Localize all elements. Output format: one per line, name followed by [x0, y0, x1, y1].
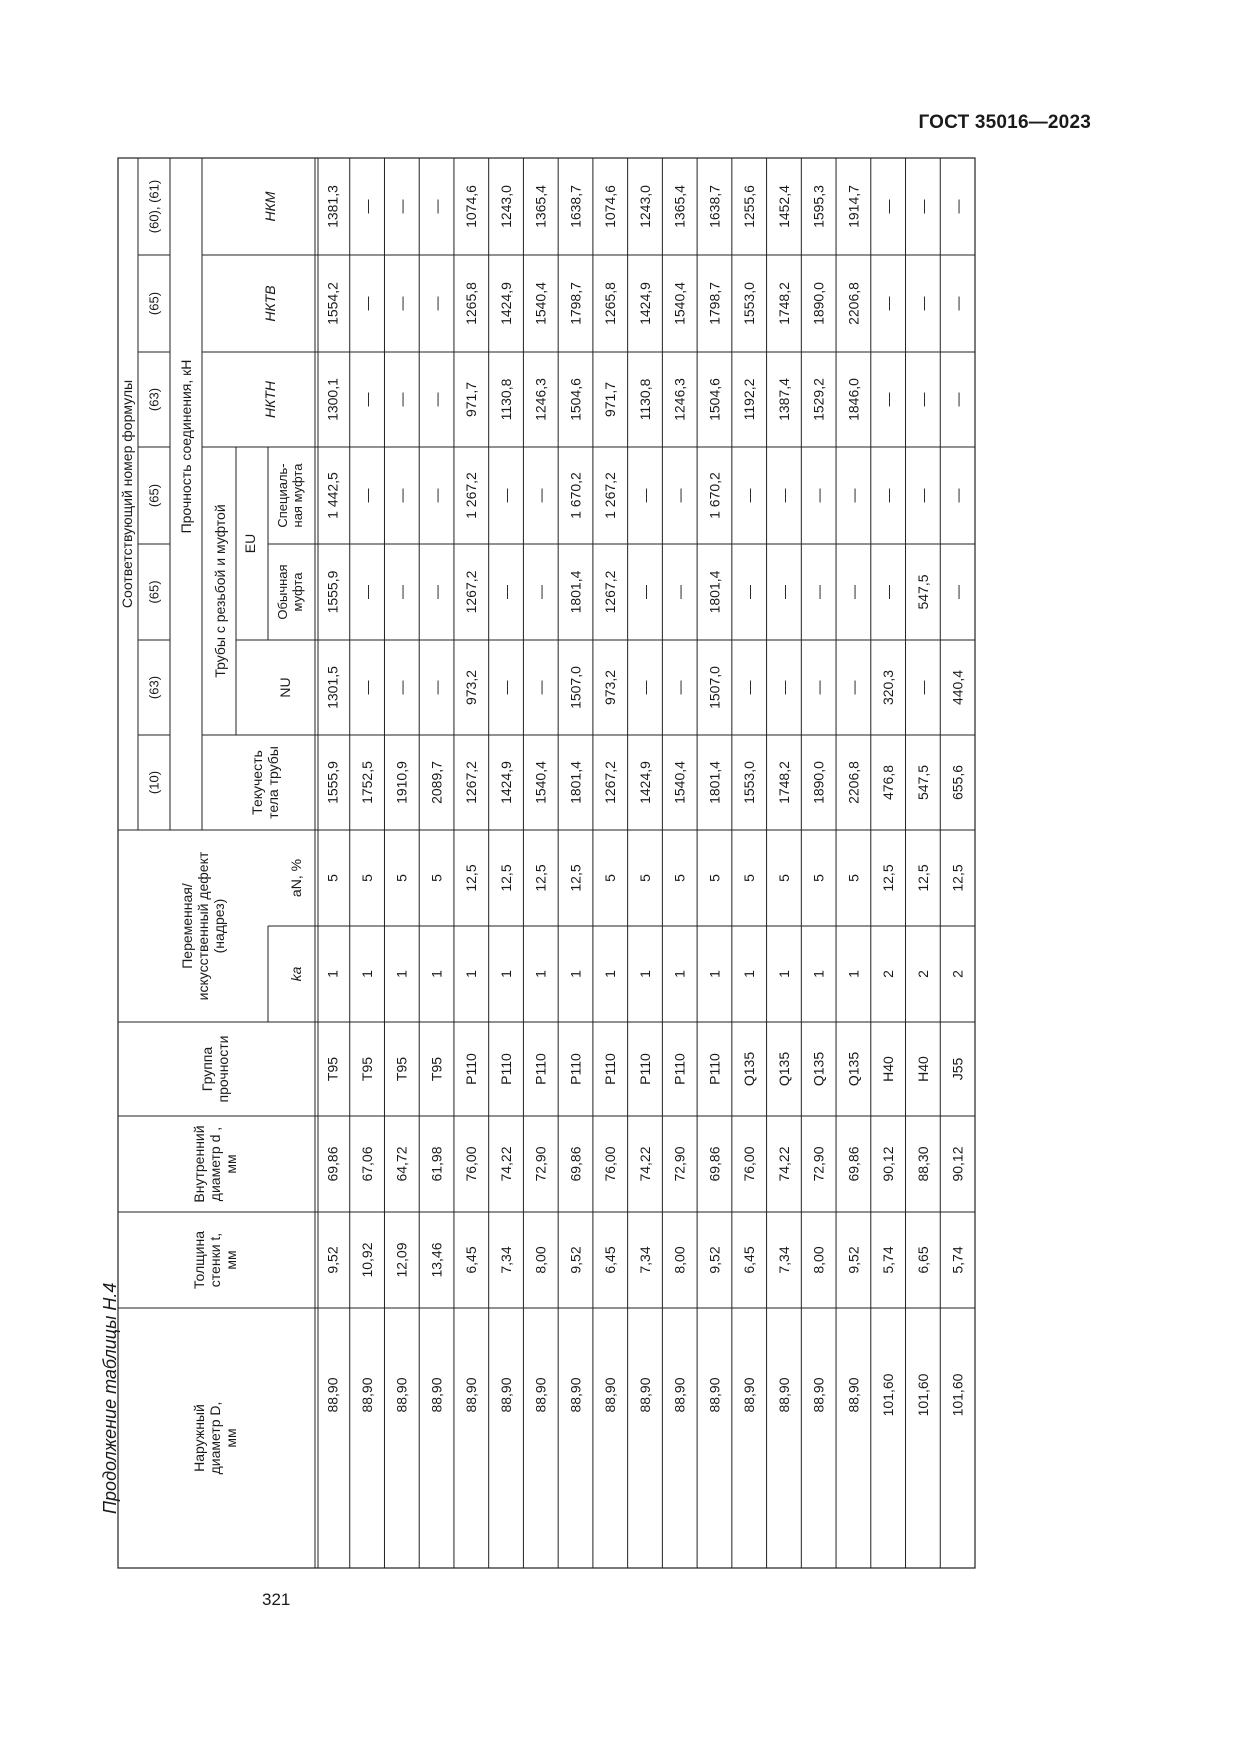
- table-cell: —: [428, 585, 445, 599]
- table-cell: 74,22: [497, 1146, 514, 1182]
- document-code: ГОСТ 35016—2023: [918, 112, 1091, 133]
- table-cell: 1507,0: [567, 666, 584, 709]
- table-cell: 1: [324, 970, 341, 978]
- ka-header: ka: [287, 966, 304, 982]
- table-cell: —: [636, 680, 653, 695]
- table-cell: —: [636, 488, 653, 503]
- table-cell: 547,5: [914, 574, 931, 610]
- table-cell: 90,12: [880, 1146, 897, 1182]
- table-cell: 1: [602, 970, 619, 978]
- table-cell: 5: [775, 874, 792, 882]
- table-cell: 971,7: [463, 381, 480, 418]
- table-cell: 1: [428, 970, 445, 978]
- table-cell: 101,60: [880, 1373, 897, 1417]
- table-cell: 1595,3: [810, 185, 827, 228]
- table-cell: P110: [567, 1053, 584, 1085]
- table-cell: 1243,0: [636, 185, 653, 228]
- inner-diameter-header: диаметр d ,: [206, 1126, 223, 1202]
- table-cell: 69,86: [567, 1146, 584, 1182]
- table-cell: 1540,4: [671, 761, 688, 804]
- table-cell: —: [428, 199, 445, 214]
- nktv-header: НКТВ: [261, 285, 278, 322]
- table-cell: 1553,0: [741, 282, 758, 325]
- table-cell: 320,3: [880, 669, 897, 706]
- table-cell: 1255,6: [741, 185, 758, 228]
- table-cell: 1365,4: [671, 185, 688, 228]
- table-cell: 2: [914, 970, 931, 978]
- table-cell: 9,52: [324, 1246, 341, 1274]
- table-cell: 9,52: [845, 1246, 862, 1274]
- table-cell: —: [359, 392, 376, 407]
- table-cell: —: [914, 296, 931, 311]
- table-cell: 88,30: [914, 1146, 931, 1182]
- table-cell: 1424,9: [497, 282, 514, 325]
- table-cell: 1 267,2: [602, 472, 619, 519]
- table-cell: T95: [393, 1056, 410, 1082]
- table-cell: 12,09: [393, 1242, 410, 1278]
- table-cell: 76,00: [741, 1146, 758, 1182]
- table-cell: 440,4: [949, 669, 966, 706]
- formula-ref: (10): [146, 770, 162, 795]
- table-cell: 1555,9: [324, 570, 341, 614]
- table-cell: 5: [741, 874, 758, 882]
- table-cell: —: [810, 680, 827, 695]
- formula-ref: (65): [146, 483, 162, 508]
- table-cell: 1192,2: [741, 378, 758, 421]
- table-cell: Q135: [775, 1051, 792, 1087]
- table-cell: 1910,9: [393, 761, 410, 804]
- table-cell: H40: [914, 1056, 931, 1082]
- table-cell: P110: [497, 1053, 514, 1085]
- table-cell: 5,74: [880, 1246, 897, 1274]
- table-caption: Продолжение таблицы Н.4: [100, 1282, 120, 1514]
- table-cell: 1801,4: [706, 761, 723, 804]
- table-cell: 5: [671, 874, 688, 882]
- defect-header: Переменная/: [178, 883, 195, 969]
- table-cell: 12,5: [567, 864, 584, 892]
- table-cell: 2089,7: [428, 761, 445, 804]
- table-cell: 1: [567, 970, 584, 978]
- table-cell: 971,7: [602, 381, 619, 418]
- table-cell: 1507,0: [706, 666, 723, 709]
- table-cell: 1529,2: [810, 378, 827, 421]
- regular-coupling-header: Обычная: [275, 564, 291, 620]
- table-cell: 5: [393, 874, 410, 882]
- table-cell: 1: [810, 970, 827, 978]
- table-cell: 1504,6: [706, 378, 723, 421]
- table-cell: 88,90: [359, 1377, 376, 1413]
- formula-ref: (63): [146, 675, 162, 700]
- table-cell: 1798,7: [567, 282, 584, 325]
- table-cell: 90,12: [949, 1146, 966, 1182]
- table-cell: —: [949, 296, 966, 311]
- table-cell: —: [810, 585, 827, 599]
- table-cell: 1265,8: [463, 282, 480, 325]
- table-cell: —: [880, 392, 897, 407]
- table-cell: 1365,4: [532, 185, 549, 228]
- table-cell: 2206,8: [845, 282, 862, 325]
- table-cell: —: [914, 488, 931, 503]
- table-cell: —: [671, 488, 688, 503]
- table-cell: —: [845, 585, 862, 599]
- wall-thickness-header: мм: [223, 1250, 239, 1270]
- table-cell: 1 670,2: [706, 472, 723, 519]
- table-cell: —: [532, 488, 549, 503]
- table-cell: 1130,8: [497, 378, 514, 421]
- table-cell: —: [880, 199, 897, 214]
- table-cell: 74,22: [636, 1146, 653, 1182]
- table-cell: 88,90: [845, 1377, 862, 1413]
- table-cell: 1381,3: [324, 185, 341, 228]
- table-cell: —: [845, 680, 862, 695]
- table-cell: —: [845, 488, 862, 503]
- table-cell: P110: [463, 1053, 480, 1085]
- table-cell: 88,90: [636, 1377, 653, 1413]
- table-cell: 64,72: [393, 1146, 410, 1182]
- table-cell: 88,90: [324, 1377, 341, 1413]
- table-cell: —: [359, 680, 376, 695]
- table-cell: 88,90: [602, 1377, 619, 1413]
- table-cell: 69,86: [706, 1146, 723, 1182]
- table-cell: —: [741, 585, 758, 599]
- table-cell: —: [393, 199, 410, 214]
- table-cell: —: [880, 585, 897, 599]
- table-cell: 67,06: [359, 1146, 376, 1182]
- table-cell: 1: [741, 970, 758, 978]
- table-cell: —: [532, 680, 549, 695]
- table-cell: 1267,2: [602, 570, 619, 614]
- table-cell: 1638,7: [567, 185, 584, 228]
- table-cell: 1265,8: [602, 282, 619, 325]
- table-cell: 61,98: [428, 1146, 445, 1182]
- table-cell: 547,5: [914, 764, 931, 801]
- table-cell: 1553,0: [741, 761, 758, 804]
- table-cell: 1555,9: [324, 761, 341, 804]
- table-cell: 1074,6: [463, 185, 480, 228]
- table-cell: 1801,4: [706, 570, 723, 614]
- table-cell: —: [428, 680, 445, 695]
- table-cell: 1798,7: [706, 282, 723, 325]
- table-cell: —: [532, 585, 549, 599]
- defect-header: искусственный дефект: [194, 851, 211, 1001]
- table-cell: 7,34: [636, 1246, 653, 1274]
- table-cell: —: [914, 199, 931, 214]
- wall-thickness-header: Толщина: [190, 1231, 207, 1289]
- table-cell: 1: [532, 970, 549, 978]
- table-cell: 88,90: [428, 1377, 445, 1413]
- table-cell: 5,74: [949, 1246, 966, 1274]
- table-cell: —: [428, 296, 445, 311]
- table-cell: 1267,2: [602, 761, 619, 804]
- table-cell: 72,90: [671, 1146, 688, 1182]
- table-cell: 6,45: [463, 1246, 480, 1274]
- table-cell: H40: [880, 1056, 897, 1082]
- table-cell: —: [741, 680, 758, 695]
- table-cell: 5: [602, 874, 619, 882]
- table-cell: 973,2: [463, 669, 480, 706]
- formula-ref: (65): [146, 291, 162, 316]
- table-cell: 12,5: [497, 864, 514, 892]
- table-cell: —: [741, 488, 758, 503]
- table-cell: 7,34: [775, 1246, 792, 1274]
- table-cell: —: [775, 488, 792, 503]
- table-cell: —: [671, 680, 688, 695]
- table-cell: 72,90: [532, 1146, 549, 1182]
- table-cell: 9,52: [706, 1246, 723, 1274]
- table-cell: 1638,7: [706, 185, 723, 228]
- table-cell: 2: [880, 970, 897, 978]
- outer-diameter-header: диаметр D,: [206, 1401, 223, 1475]
- nkm-header: НКМ: [261, 191, 278, 222]
- table-cell: —: [393, 296, 410, 311]
- table-cell: 1801,4: [567, 570, 584, 614]
- nu-header: NU: [276, 677, 293, 698]
- table-cell: 8,00: [810, 1246, 827, 1274]
- table-cell: —: [880, 296, 897, 311]
- table-cell: 476,8: [880, 764, 897, 801]
- table-border: [118, 158, 975, 1568]
- table-cell: —: [497, 680, 514, 695]
- table-cell: 1540,4: [671, 282, 688, 325]
- table-cell: 1748,2: [775, 761, 792, 804]
- table-cell: 1246,3: [532, 378, 549, 421]
- eu-header: EU: [241, 533, 258, 554]
- table-cell: —: [636, 585, 653, 599]
- table-cell: 1130,8: [636, 378, 653, 421]
- table-cell: 88,90: [532, 1377, 549, 1413]
- formula-ref: (63): [146, 387, 162, 412]
- table-cell: 1: [359, 970, 376, 978]
- table-cell: 6,45: [602, 1246, 619, 1274]
- table-cell: 69,86: [324, 1146, 341, 1182]
- outer-diameter-header: мм: [223, 1428, 239, 1448]
- table-cell: 1: [636, 970, 653, 978]
- table-cell: 88,90: [393, 1377, 410, 1413]
- table-cell: 1424,9: [497, 761, 514, 804]
- inner-diameter-header: мм: [223, 1154, 239, 1174]
- table-cell: Q135: [845, 1051, 862, 1087]
- table-cell: 1801,4: [567, 761, 584, 804]
- page-number: 321: [262, 1590, 291, 1609]
- table-cell: 12,5: [914, 864, 931, 892]
- table-cell: 88,90: [741, 1377, 758, 1413]
- table-cell: —: [914, 392, 931, 407]
- table-cell: P110: [671, 1053, 688, 1085]
- table-cell: 12,5: [949, 864, 966, 892]
- table-cell: —: [359, 296, 376, 311]
- table-cell: 1540,4: [532, 761, 549, 804]
- formula-ref: (65): [146, 580, 162, 604]
- strength-group-header: Группа: [198, 1046, 215, 1092]
- table-cell: 1748,2: [775, 282, 792, 325]
- table-cell: Q135: [741, 1051, 758, 1087]
- table-cell: 1540,4: [532, 282, 549, 325]
- strength-group-header: прочности: [214, 1035, 231, 1103]
- table-cell: 88,90: [775, 1377, 792, 1413]
- table-cell: 1752,5: [359, 761, 376, 804]
- table-cell: 1: [463, 970, 480, 978]
- table-cell: —: [428, 392, 445, 407]
- table-cell: 2206,8: [845, 761, 862, 804]
- table-cell: 1: [706, 970, 723, 978]
- table-cell: 1504,6: [567, 378, 584, 421]
- table-cell: —: [393, 488, 410, 503]
- table-cell: 6,45: [741, 1246, 758, 1274]
- regular-coupling-header: муфта: [290, 572, 306, 612]
- table-cell: 88,90: [463, 1377, 480, 1413]
- special-coupling-header: ная муфта: [290, 463, 306, 528]
- defect-header: (надрез): [211, 898, 227, 954]
- table-cell: —: [880, 488, 897, 503]
- table-cell: 1246,3: [671, 378, 688, 421]
- table-cell: 74,22: [775, 1146, 792, 1182]
- table-cell: 8,00: [671, 1246, 688, 1274]
- table-cell: 5: [706, 874, 723, 882]
- table-cell: 1 670,2: [567, 472, 584, 519]
- table-cell: 1300,1: [324, 378, 341, 421]
- table-cell: —: [671, 585, 688, 599]
- table-cell: 72,90: [810, 1146, 827, 1182]
- table-cell: —: [949, 585, 966, 599]
- table-cell: 9,52: [567, 1246, 584, 1274]
- table-cell: 76,00: [602, 1146, 619, 1182]
- table-cell: 1: [393, 970, 410, 978]
- outer-diameter-header: Наружный: [190, 1404, 207, 1472]
- table-cell: 7,34: [497, 1246, 514, 1274]
- table-cell: 8,00: [532, 1246, 549, 1274]
- table-cell: 10,92: [359, 1242, 376, 1278]
- table-cell: 101,60: [949, 1373, 966, 1417]
- table-cell: 1074,6: [602, 185, 619, 228]
- table-cell: —: [497, 488, 514, 503]
- threaded-coupled-header: Трубы с резьбой и муфтой: [211, 504, 228, 678]
- table-cell: 88,90: [567, 1377, 584, 1413]
- pipe-body-yield-header: тела трубы: [264, 746, 281, 819]
- table-cell: 5: [324, 874, 341, 882]
- table-cell: —: [359, 199, 376, 214]
- table-cell: —: [775, 680, 792, 695]
- table-cell: 1424,9: [636, 761, 653, 804]
- an-header: aN, %: [287, 858, 304, 898]
- formula-ref: (60), (61): [146, 179, 162, 234]
- table-cell: 12,5: [463, 864, 480, 892]
- table-cell: 1 267,2: [463, 472, 480, 519]
- table-cell: 1846,0: [845, 378, 862, 421]
- table-cell: —: [949, 199, 966, 214]
- table-cell: 5: [845, 874, 862, 882]
- table-cell: —: [359, 585, 376, 599]
- table-cell: —: [428, 488, 445, 503]
- formula-number-header: Соответствующий номер формулы: [118, 379, 135, 609]
- table-cell: —: [393, 680, 410, 695]
- table-cell: —: [359, 488, 376, 503]
- table-cell: —: [775, 585, 792, 599]
- table-cell: 88,90: [810, 1377, 827, 1413]
- table-cell: Q135: [810, 1051, 827, 1087]
- table-cell: 1914,7: [845, 185, 862, 228]
- pipe-body-yield-header: Текучесть: [248, 750, 265, 815]
- table-cell: 12,5: [532, 864, 549, 892]
- table-cell: 76,00: [463, 1146, 480, 1182]
- special-coupling-header: Специаль-: [275, 463, 291, 528]
- table-cell: 1890,0: [810, 282, 827, 325]
- table-cell: 69,86: [845, 1146, 862, 1182]
- table-cell: 101,60: [914, 1373, 931, 1417]
- table-cell: 1: [775, 970, 792, 978]
- connection-strength-header: Прочность соединения, кН: [177, 359, 194, 534]
- table-cell: 1: [671, 970, 688, 978]
- table-cell: 5: [428, 874, 445, 882]
- inner-diameter-header: Внутренний: [190, 1125, 207, 1203]
- table-cell: 1387,4: [775, 378, 792, 421]
- table-cell: 6,65: [914, 1246, 931, 1274]
- table-cell: 973,2: [602, 669, 619, 706]
- table-cell: —: [810, 488, 827, 503]
- table-cell: P110: [602, 1053, 619, 1085]
- table-cell: —: [914, 680, 931, 695]
- table-cell: T95: [324, 1056, 341, 1082]
- table-cell: 5: [810, 874, 827, 882]
- table-cell: 1: [845, 970, 862, 978]
- table-cell: T95: [359, 1056, 376, 1082]
- table-cell: 1267,2: [463, 570, 480, 614]
- table-cell: P110: [532, 1053, 549, 1085]
- table-cell: 1243,0: [497, 185, 514, 228]
- table-cell: 1890,0: [810, 761, 827, 804]
- nktn-header: НКТН: [261, 380, 278, 419]
- table-cell: 12,5: [880, 864, 897, 892]
- table-cell: 88,90: [706, 1377, 723, 1413]
- table-cell: 1267,2: [463, 761, 480, 804]
- table-cell: —: [949, 392, 966, 407]
- table-cell: —: [497, 585, 514, 599]
- table-cell: 1: [497, 970, 514, 978]
- table-cell: J55: [949, 1057, 966, 1081]
- table-cell: P110: [636, 1053, 653, 1085]
- table-cell: —: [949, 488, 966, 503]
- table-cell: 1 442,5: [324, 472, 341, 519]
- table-cell: 13,46: [428, 1242, 445, 1278]
- table-cell: 1554,2: [324, 282, 341, 325]
- table-cell: 88,90: [497, 1377, 514, 1413]
- table-cell: P110: [706, 1053, 723, 1085]
- table-cell: 2: [949, 970, 966, 978]
- table-cell: 1452,4: [775, 185, 792, 228]
- table-cell: T95: [428, 1056, 445, 1082]
- table-cell: —: [393, 585, 410, 599]
- table-cell: 1424,9: [636, 282, 653, 325]
- table-cell: 5: [359, 874, 376, 882]
- table-cell: 5: [636, 874, 653, 882]
- table-cell: 88,90: [671, 1377, 688, 1413]
- table-cell: —: [393, 392, 410, 407]
- table-cell: 655,6: [949, 764, 966, 801]
- table-cell: 1301,5: [324, 666, 341, 709]
- wall-thickness-header: стенки t,: [206, 1232, 223, 1288]
